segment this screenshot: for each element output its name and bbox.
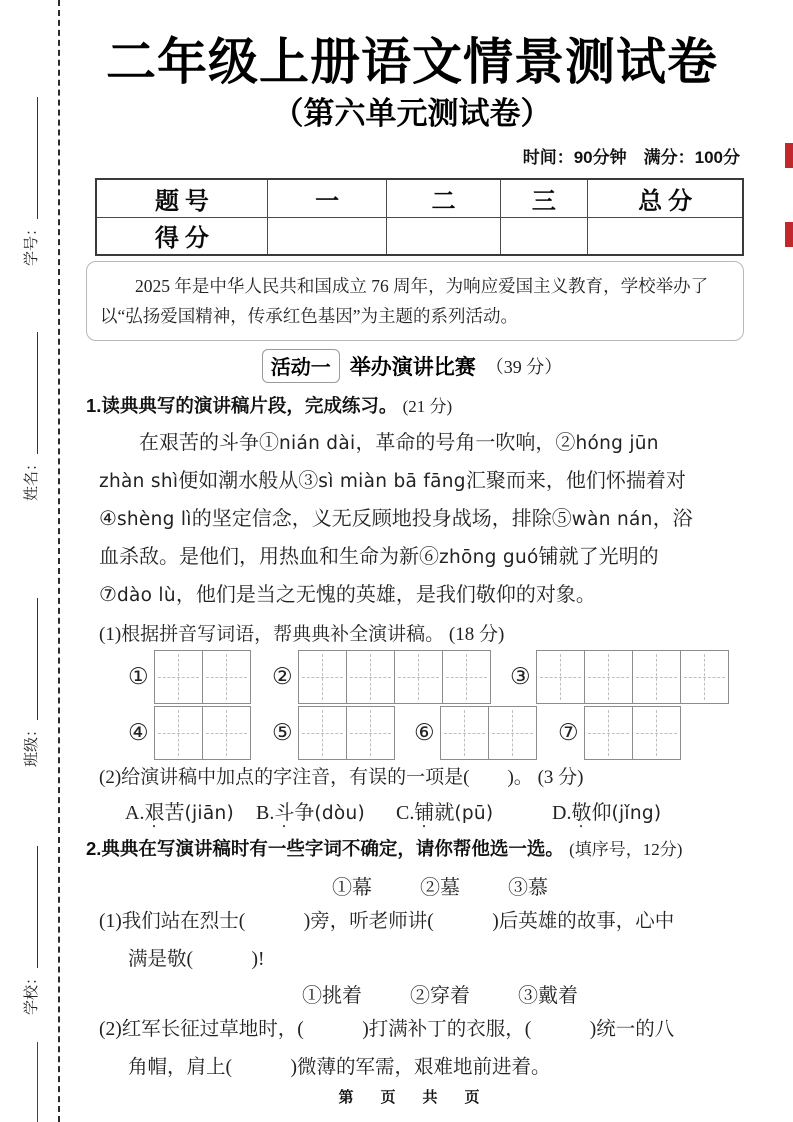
chinese-text: 血杀敌。是他们，用热血和生命为新⑥	[99, 546, 439, 568]
margin-extra-blank-line	[37, 1042, 38, 1122]
pinyin-writing-grid	[272, 706, 395, 760]
margin-field-student-id	[17, 76, 43, 266]
word-choice: ①幕	[332, 877, 372, 899]
chinese-text: 仰的对象。	[495, 584, 596, 606]
activity-title: 举办演讲比赛	[349, 356, 476, 379]
chinese-text: C.	[396, 802, 415, 824]
pinyin-writing-grid	[414, 706, 537, 760]
grid-cells	[298, 706, 395, 760]
margin-field-label: 姓名：	[22, 455, 40, 501]
score-table-cell: 题号	[97, 180, 268, 217]
score-table-blank-cell	[501, 218, 589, 255]
score-table-cell: 总分	[638, 187, 699, 215]
page-title: 二年级上册语文情景测试卷	[106, 34, 718, 90]
pinyin-text: shèng lì	[116, 509, 192, 530]
answer-option	[552, 796, 661, 825]
dotted-char: 铺 ●	[539, 546, 559, 568]
writing-grid-row-2	[86, 706, 776, 760]
q2-item2-line2: 角帽，肩上( )微薄的军需，艰难地前进着。	[128, 1057, 551, 1078]
writing-cell	[584, 706, 633, 760]
writing-grid-row-1	[86, 650, 776, 704]
dotted-char: 铺 ●	[414, 802, 434, 824]
writing-cell	[298, 706, 347, 760]
score-table-cell: 得分	[97, 218, 268, 255]
chinese-text: 的坚定信念，义无反顾地投身战场，排除⑤	[191, 508, 572, 530]
pinyin-text: (dòu)	[314, 803, 366, 824]
sub-question1-stem	[99, 619, 504, 646]
grid-cells	[154, 706, 251, 760]
word-choices-1	[120, 871, 760, 900]
pinyin-writing-grid	[128, 650, 251, 704]
grid-number: ⑦	[558, 720, 579, 745]
chinese-text: 便如潮水般从③	[178, 470, 319, 492]
grid-cells	[536, 650, 729, 704]
margin-field-blank-line	[23, 332, 38, 454]
sub-question2-stem	[99, 762, 583, 789]
passage-line	[99, 500, 767, 538]
pinyin-text: (jiān)	[184, 803, 235, 824]
chinese-text: ，他们是当之无愧的英雄，是我们	[175, 584, 476, 606]
question2-stem	[86, 835, 682, 861]
chinese-text: 苦的	[179, 432, 219, 454]
writing-cell	[346, 706, 395, 760]
dotted-char: 斗 ●	[219, 432, 239, 454]
writing-cell	[154, 706, 203, 760]
answer-option	[396, 796, 493, 825]
speech-passage	[99, 424, 767, 614]
writing-cell	[440, 706, 489, 760]
writing-cell	[536, 650, 585, 704]
grid-number: ④	[128, 720, 149, 745]
chinese-text: ，革命的号角一吹响，②	[355, 432, 576, 454]
question2-note: (填序号，12分)	[569, 840, 683, 859]
margin-field-name	[17, 311, 43, 501]
writing-cell	[632, 706, 681, 760]
chinese-text: 就	[434, 802, 455, 824]
choice-options-line	[0, 796, 793, 830]
chinese-text: 在	[99, 432, 159, 454]
score-table-cell: 一	[268, 180, 388, 217]
word-choice: ①挑着	[302, 985, 362, 1007]
grid-cells	[154, 650, 251, 704]
pinyin-writing-grid	[128, 706, 251, 760]
question1-score: (21 分)	[402, 397, 453, 416]
passage-line	[99, 462, 767, 500]
margin-field-blank-line	[23, 97, 38, 219]
grid-cells	[298, 650, 491, 704]
chinese-text: 苦	[164, 802, 185, 824]
score-table	[95, 178, 744, 256]
writing-cell	[488, 706, 537, 760]
writing-cell	[202, 706, 251, 760]
chinese-text: B.	[256, 802, 275, 824]
q2-item1-line2: 满是敬( )!	[128, 949, 265, 970]
chinese-text: ④	[99, 508, 117, 530]
grid-number: ⑥	[414, 720, 435, 745]
score-table-blank-cell	[387, 218, 500, 255]
dotted-char: 斗 ●	[274, 802, 294, 824]
sub-question1-score: (18 分)	[448, 624, 505, 645]
pinyin-text: (jǐng)	[611, 803, 662, 824]
writing-cell	[680, 650, 729, 704]
chinese-text: 争①	[239, 432, 279, 454]
margin-field-label: 学号：	[22, 220, 40, 266]
pinyin-text: wàn nán	[571, 509, 653, 530]
score-table-blank-cell	[588, 218, 742, 255]
passage-line	[99, 576, 767, 614]
passage-line	[99, 424, 767, 462]
sub-question1-stem-text: (1)根据拼音写词语，帮典典补全演讲稿。	[99, 624, 445, 645]
score-table-cell: 二	[387, 180, 500, 217]
writing-cell	[632, 650, 681, 704]
margin-field-blank-line	[23, 598, 38, 720]
writing-cell	[154, 650, 203, 704]
grid-number: ②	[272, 664, 293, 689]
score-table-cell: 三	[501, 180, 589, 217]
grid-cells	[440, 706, 537, 760]
writing-cell	[394, 650, 443, 704]
writing-cell	[346, 650, 395, 704]
answer-option	[256, 796, 365, 825]
pinyin-text: hóng jūn	[575, 433, 659, 454]
pinyin-text: sì miàn bā fāng	[318, 471, 466, 492]
word-choice: ③戴着	[518, 985, 578, 1007]
q2-item2-line1: (2)红军长征过草地时，( )打满补丁的衣服，( )统一的八	[99, 1019, 675, 1040]
margin-field-label: 班级：	[22, 721, 40, 767]
q2-item1-line1: (1)我们站在烈士( )旁，听老师讲( )后英雄的故事，心中	[99, 911, 675, 932]
chinese-text: A.	[125, 802, 145, 824]
sub-question2-score: (3 分)	[537, 767, 584, 788]
intro-text: 2025 年是中华人民共和国成立 76 周年，为响应爱国主义教育，学校举办了以“弘扬爱国精神，传承红色基因”为主题的系列活动。	[100, 276, 709, 326]
grid-number: ①	[128, 664, 149, 689]
margin-field-class	[17, 577, 43, 767]
word-choices-2	[120, 979, 760, 1008]
chinese-text: 仰	[591, 802, 612, 824]
chinese-text: D.	[552, 802, 572, 824]
pinyin-text: (pū)	[454, 803, 494, 824]
grid-cells	[584, 706, 681, 760]
word-choice: ③慕	[508, 877, 548, 899]
dotted-char: 敬 ●	[571, 802, 591, 824]
activity-heading	[62, 349, 762, 383]
answer-option	[125, 796, 234, 825]
time-score-meta: 时间：90分钟 满分：100分	[522, 148, 740, 167]
margin-field-school	[17, 825, 43, 1015]
pinyin-text: dào lù	[116, 585, 176, 606]
red-edge-mark-bottom	[785, 222, 793, 247]
word-choice: ②穿着	[410, 985, 470, 1007]
pinyin-writing-grid	[558, 706, 681, 760]
score-table-blank-cell	[268, 218, 388, 255]
pinyin-writing-grid	[510, 650, 729, 704]
chinese-text: 汇聚而来，他们怀揣着对	[465, 470, 686, 492]
intro-box	[86, 261, 744, 341]
writing-cell	[202, 650, 251, 704]
activity-score: （39 分）	[485, 357, 563, 377]
passage-line	[99, 538, 767, 576]
word-choice: ②墓	[420, 877, 460, 899]
chinese-text: 争	[294, 802, 315, 824]
question2-stem-text: 2.典典在写演讲稿时有一些字词不确定，请你帮他选一选。	[86, 838, 564, 859]
writing-cell	[298, 650, 347, 704]
grid-number: ⑤	[272, 720, 293, 745]
dotted-char: 艰 ●	[144, 802, 164, 824]
chinese-text: ⑦	[99, 584, 117, 606]
pinyin-text: nián dài	[279, 433, 356, 454]
margin-divider-dashed-line	[58, 0, 60, 1122]
dotted-char: 敬 ●	[476, 584, 496, 606]
question1-stem	[86, 392, 452, 418]
chinese-text: ，浴	[652, 508, 693, 530]
margin-field-blank-line	[23, 846, 38, 968]
page-subtitle: （第六单元测试卷）	[272, 96, 552, 131]
red-edge-mark-top	[785, 143, 793, 168]
dotted-char: 艰 ●	[159, 432, 179, 454]
writing-cell	[584, 650, 633, 704]
sub-question2-stem-text: (2)给演讲稿中加点的字注音，有误的一项是( )。	[99, 767, 533, 788]
chinese-text: 就了光明的	[558, 546, 659, 568]
activity-badge: 活动一	[262, 349, 340, 383]
pinyin-text: zhàn shì	[99, 471, 179, 492]
page-footer: 第 页 共 页	[338, 1089, 486, 1106]
writing-cell	[442, 650, 491, 704]
score-table-header-row	[97, 180, 742, 218]
score-table-score-row	[97, 218, 742, 255]
pinyin-text: zhōng guó	[439, 547, 539, 568]
pinyin-writing-grid	[272, 650, 491, 704]
grid-number: ③	[510, 664, 531, 689]
question1-stem-text: 1.读典典写的演讲稿片段，完成练习。	[86, 395, 398, 416]
margin-field-label: 学校：	[22, 969, 40, 1015]
